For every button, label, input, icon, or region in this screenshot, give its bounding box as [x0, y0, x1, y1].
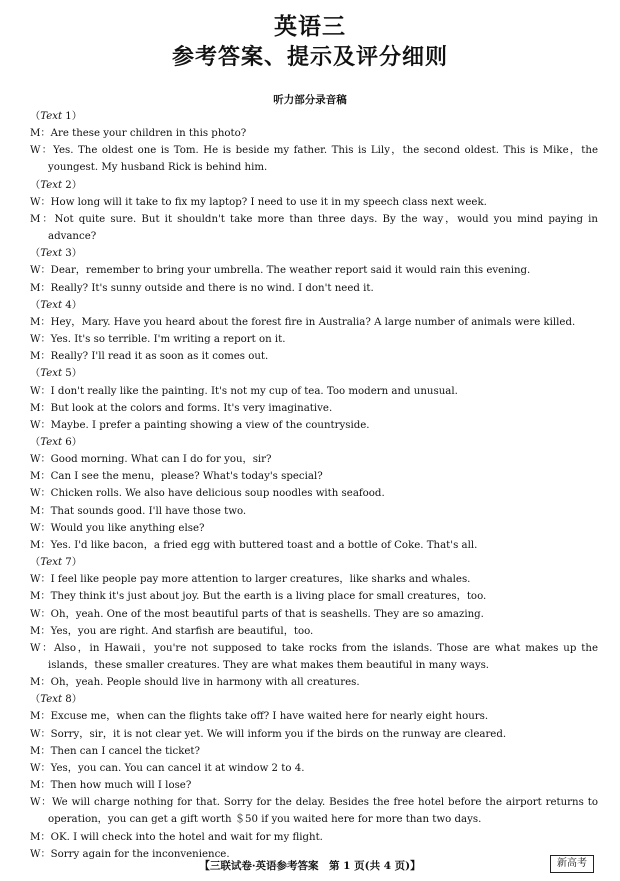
label-prefix: （	[30, 557, 41, 569]
dialogue-line	[30, 280, 598, 297]
text-label	[30, 554, 598, 571]
dialogue-line	[30, 194, 598, 211]
dialogue-text: Dear，remember to bring your umbrella. The weather report said it would rain this evening.	[50, 265, 531, 277]
speaker-label: M：	[30, 625, 51, 637]
dialogue-text: That sounds good. I'll have those two.	[50, 505, 247, 517]
speaker-label: W：	[30, 196, 51, 208]
speaker-label: W：	[30, 145, 54, 157]
label-number: 8）	[62, 694, 82, 706]
speaker-label: M：	[30, 316, 51, 328]
dialogue-text: But look at the colors and forms. It's very imaginative.	[50, 402, 333, 414]
dialogue-line	[30, 417, 598, 434]
dialogue-text: Yes. I'd like bacon，a fried egg with buttered toast and a bottle of Coke. That's all.	[50, 539, 478, 551]
label-word: Text	[40, 694, 63, 706]
dialogue-text: How long will it take to fix my laptop? I need to use it in my speech class next week.	[50, 196, 487, 208]
speaker-label: M：	[30, 591, 51, 603]
label-number: 2）	[62, 179, 82, 191]
dialogue-line	[30, 262, 598, 279]
dialogue-text: Not quite sure. But it shouldn't take more than three days. By the way，would you mind paying in advance?	[48, 213, 598, 243]
speaker-label: W：	[30, 797, 53, 809]
dialogue-line	[30, 708, 598, 725]
dialogue-line	[30, 623, 598, 640]
dialogue-text: Excuse me，when can the flights take off? I have waited here for nearly eight hours.	[50, 711, 489, 723]
dialogue-line	[30, 348, 598, 365]
label-prefix: （	[30, 299, 41, 311]
speaker-label: W：	[30, 265, 51, 277]
dialogue-line	[30, 777, 598, 794]
speaker-label: W：	[30, 419, 51, 431]
label-number: 4）	[62, 299, 82, 311]
label-prefix: （	[30, 368, 41, 380]
speaker-label: M：	[30, 745, 51, 757]
label-word: Text	[40, 557, 63, 569]
dialogue-line	[30, 588, 598, 605]
dialogue-text: Then how much will I lose?	[50, 780, 192, 792]
speaker-label: M：	[30, 711, 51, 723]
label-number: 5）	[62, 368, 82, 380]
page-subtitle: 参考答案、提示及评分细则	[171, 44, 448, 70]
dialogue-line	[30, 674, 598, 691]
dialogue-text: Really? I'll read it as soon as it comes out.	[50, 351, 269, 363]
speaker-label: M：	[30, 351, 51, 363]
text-label	[30, 177, 598, 194]
speaker-label: M：	[30, 677, 51, 689]
dialogue-line	[30, 383, 598, 400]
speaker-label: W：	[30, 728, 51, 740]
speaker-label: M：	[30, 831, 51, 843]
label-word: Text	[40, 299, 63, 311]
dialogue-text: Oh，yeah. One of the most beautiful parts of that is seashells. They are so amazing.	[50, 608, 484, 620]
section-title: 听力部分录音稿	[273, 94, 347, 106]
dialogue-text: They think it's just about joy. But the earth is a living place for small creatures，too.	[50, 591, 487, 603]
page-footer: 【三联试卷·英语参考答案 第 1 页(共 4 页)】	[199, 860, 421, 872]
speaker-label: W：	[30, 454, 51, 466]
label-word: Text	[40, 111, 63, 122]
dialogue-text: Yes，you can. You can cancel it at window 2 to 4.	[50, 762, 305, 774]
dialogue-text: OK. I will check into the hotel and wait for my flight.	[50, 831, 323, 843]
speaker-label: M：	[30, 471, 51, 483]
dialogue-text: We will charge nothing for that. Sorry for the delay. Besides the free hotel before the airport returns to operation，you can get a gift worth ＄50 if you waited here for more than two days.	[48, 797, 598, 826]
dialogue-text: Sorry again for the inconvenience.	[50, 848, 230, 860]
speaker-label: W：	[30, 488, 51, 500]
speaker-label: M：	[30, 213, 55, 225]
dialogue-text: Yes. It's so terrible. I'm writing a report on it.	[50, 334, 286, 346]
dialogue-text: Yes. The oldest one is Tom. He is beside my father. This is Lily，the second oldest. This is Mike，the youngest. My husband Rick is behind him.	[48, 145, 598, 174]
dialogue-line	[30, 400, 598, 417]
transcript	[30, 108, 598, 863]
label-word: Text	[40, 436, 63, 448]
label-word: Text	[40, 368, 63, 380]
speaker-label: W：	[30, 762, 51, 774]
speaker-label: W：	[30, 608, 51, 620]
label-prefix: （	[30, 436, 41, 448]
label-number: 1）	[62, 111, 82, 122]
dialogue-line	[30, 142, 598, 176]
text-label	[30, 297, 598, 314]
label-prefix: （	[30, 179, 41, 191]
dialogue-line	[30, 485, 598, 502]
dialogue-line	[30, 606, 598, 623]
dialogue-text: Hey，Mary. Have you heard about the forest fire in Australia? A large number of animals were killed.	[50, 316, 576, 328]
speaker-label: W：	[30, 848, 51, 860]
label-word: Text	[40, 248, 63, 260]
text-label	[30, 108, 598, 125]
dialogue-text: I don't really like the painting. It's not my cup of tea. Too modern and unusual.	[50, 385, 458, 397]
exam-type-badge: 新高考	[550, 855, 594, 873]
dialogue-line	[30, 468, 598, 485]
speaker-label: M：	[30, 539, 51, 551]
text-label	[30, 434, 598, 451]
dialogue-text: Chicken rolls. We also have delicious soup noodles with seafood.	[50, 488, 385, 500]
dialogue-line	[30, 537, 598, 554]
dialogue-line	[30, 520, 598, 537]
dialogue-text: Can I see the menu，please? What's today's special?	[50, 471, 323, 483]
dialogue-text: Maybe. I prefer a painting showing a view of the countryside.	[50, 419, 370, 431]
dialogue-text: Sorry，sir，it is not clear yet. We will inform you if the birds on the runway are cleared.	[50, 728, 507, 740]
speaker-label: M：	[30, 128, 51, 140]
dialogue-line	[30, 760, 598, 777]
speaker-label: M：	[30, 505, 51, 517]
speaker-label: W：	[30, 334, 51, 346]
dialogue-text: I feel like people pay more attention to larger creatures，like sharks and whales.	[50, 574, 471, 586]
text-label	[30, 245, 598, 262]
text-label	[30, 691, 598, 708]
label-prefix: （	[30, 248, 41, 260]
speaker-label: W：	[30, 574, 51, 586]
label-number: 7）	[62, 557, 82, 569]
dialogue-line	[30, 571, 598, 588]
dialogue-text: Would you like anything else?	[50, 522, 205, 534]
speaker-label: M：	[30, 402, 51, 414]
dialogue-text: Also，in Hawaii，you're not supposed to take rocks from the islands. Those are what makes up the islands，these smaller creatures. They are what makes them beautiful in many ways.	[48, 642, 598, 671]
label-word: Text	[40, 179, 63, 191]
page-title: 英语三	[274, 13, 346, 40]
text-label	[30, 365, 598, 382]
dialogue-line	[30, 211, 598, 245]
dialogue-line	[30, 503, 598, 520]
dialogue-line	[30, 743, 598, 760]
dialogue-text: Really? It's sunny outside and there is no wind. I don't need it.	[50, 282, 374, 294]
dialogue-line	[30, 640, 598, 674]
label-number: 6）	[62, 436, 82, 448]
dialogue-line	[30, 451, 598, 468]
dialogue-text: Yes，you are right. And starfish are beautiful，too.	[50, 625, 314, 637]
dialogue-line	[30, 829, 598, 846]
dialogue-text: Then can I cancel the ticket?	[50, 745, 200, 757]
dialogue-line	[30, 726, 598, 743]
label-number: 3）	[62, 248, 82, 260]
dialogue-line	[30, 331, 598, 348]
label-prefix: （	[30, 111, 41, 122]
dialogue-line	[30, 794, 598, 828]
dialogue-line	[30, 314, 598, 331]
speaker-label: W：	[30, 642, 55, 654]
speaker-label: W：	[30, 522, 51, 534]
dialogue-line	[30, 125, 598, 142]
dialogue-text: Good morning. What can I do for you，sir?	[50, 454, 272, 466]
label-prefix: （	[30, 694, 41, 706]
speaker-label: M：	[30, 282, 51, 294]
speaker-label: W：	[30, 385, 51, 397]
dialogue-text: Oh，yeah. People should live in harmony with all creatures.	[50, 677, 360, 689]
dialogue-text: Are these your children in this photo?	[50, 128, 247, 140]
speaker-label: M：	[30, 780, 51, 792]
